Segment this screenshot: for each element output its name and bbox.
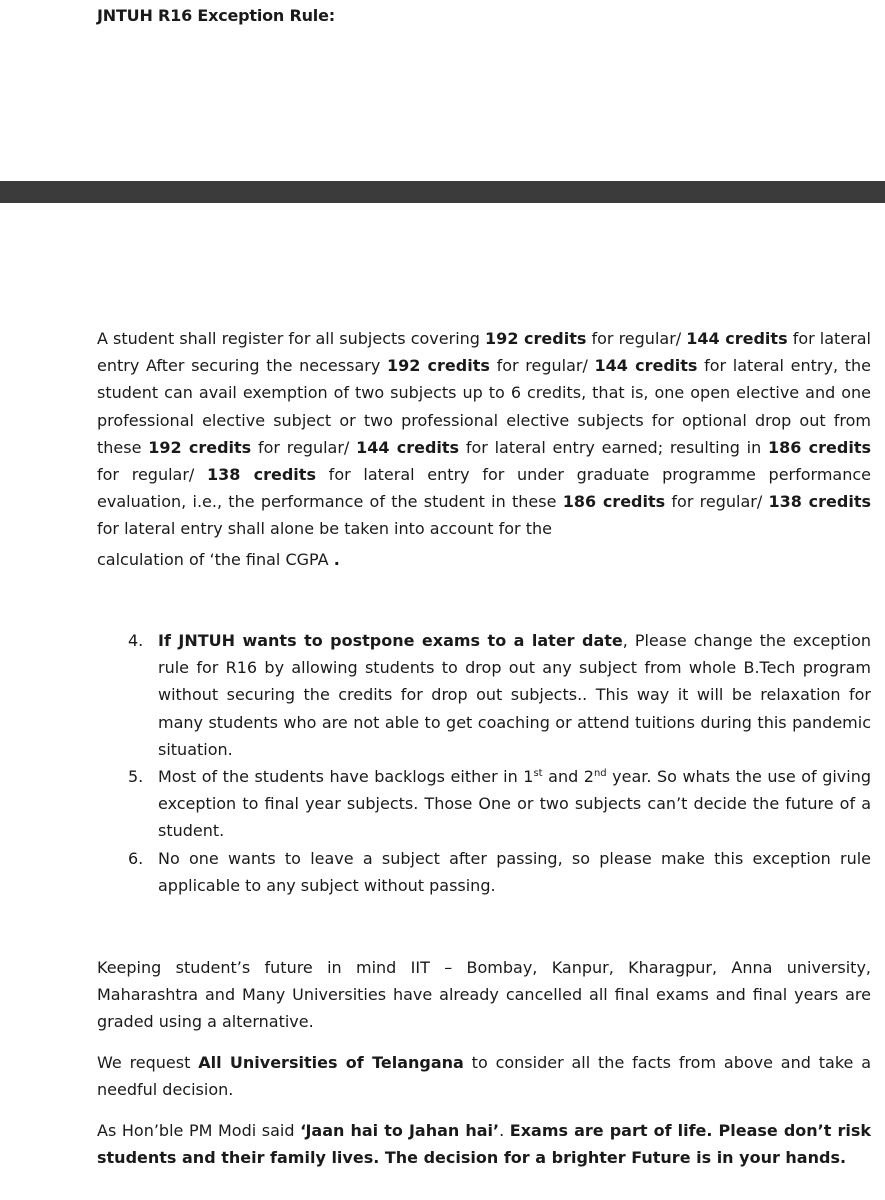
request-text: to consider all the facts from above and take a needful decision. [97, 1053, 872, 1100]
intro-text: A student shall register for all subjects covering [97, 329, 486, 348]
intro-text: for lateral entry shall alone be taken into account for the [97, 519, 552, 539]
credits-bold: 138 credits [768, 492, 872, 512]
credits-bold: 186 credits [768, 437, 871, 457]
credits-bold: 144 credits [686, 329, 788, 348]
quote-bold: ‘Jaan hai to Jahan hai’ [300, 1121, 500, 1140]
intro-text: for lateral entry for under graduate programme performance evaluation, i.e., the performance of the student in these [97, 465, 872, 512]
intro-text: for regular/ [586, 329, 687, 348]
list-number: 4. [128, 631, 144, 650]
list-item-text: year. So whats the use of giving exception to final year subjects. Those One or two subjects can’t decide the future of a student. [158, 767, 871, 841]
request-list [128, 627, 872, 899]
period-bold: . [333, 549, 340, 569]
credits-bold: 144 credits [356, 437, 460, 457]
credits-bold: 186 credits [562, 492, 666, 512]
intro-text: for regular/ [97, 465, 208, 485]
list-item [128, 763, 871, 845]
closing-paragraph [97, 1117, 871, 1171]
intro-paragraph [97, 325, 871, 573]
list-item-text: No one wants to leave a subject after passing, so please make this exception rule applicable to any subject without passing. [158, 848, 871, 895]
list-item [128, 845, 871, 899]
list-number: 6. [128, 848, 144, 868]
request-paragraph [97, 1049, 871, 1103]
list-item-text: Most of the students have backlogs either in 1 [158, 767, 534, 787]
credits-bold: 192 credits [386, 356, 490, 376]
intro-text: for regular/ [665, 492, 769, 512]
credits-bold: 144 credits [594, 356, 698, 376]
closing-text: As Hon’ble PM Modi said [97, 1121, 301, 1140]
intro-text: for regular/ [489, 356, 595, 376]
closing-text: . [499, 1121, 510, 1140]
intro-text: for lateral entry After securing the necessary [97, 329, 871, 376]
credits-bold: 138 credits [207, 465, 316, 485]
request-text: We request [97, 1053, 199, 1072]
superscript: nd [593, 768, 607, 780]
credits-bold: 192 credits [148, 437, 252, 457]
credits-bold: 192 credits [485, 329, 587, 348]
list-item-bold: If JNTUH wants to postpone exams to a later date [158, 631, 623, 650]
request-bold: All Universities of Telangana [198, 1053, 464, 1072]
intro-last-line [97, 546, 871, 573]
intro-text: for lateral entry, the student can avail exemption of two subjects up to 6 credits, that is, one open elective and one professional elective subject or two professional elective subjects for optional drop out from these [97, 356, 872, 457]
list-item-text: and 2 [542, 767, 594, 787]
intro-text: calculation of ‘the final CGPA [97, 549, 334, 569]
list-item-text: , Please change the exception rule for R16 by allowing students to drop out any subject from whole B.Tech program without securing the credits for drop out subjects.. This way it will be relaxation for many students who are not able to get coaching or attend tuitions during this pandemic situation. [158, 631, 872, 759]
divider-bar [0, 181, 885, 203]
closing-bold: Exams are part of life. Please don’t risk students and their family lives. The decision for a brighter Future is in your hands. [97, 1121, 872, 1168]
intro-text: for lateral entry earned; resulting in [459, 437, 768, 457]
list-number: 5. [128, 767, 144, 787]
superscript: st [533, 768, 543, 780]
universities-paragraph: Keeping student’s future in mind IIT – Bombay, Kanpur, Kharagpur, Anna university, Maharashtra and Many Universities have already cancelled all final exams and final years are graded using a alternative. [97, 958, 871, 1032]
intro-text: for regular/ [251, 437, 357, 457]
document-title: JNTUH R16 Exception Rule: [97, 6, 335, 25]
list-item [128, 627, 872, 763]
